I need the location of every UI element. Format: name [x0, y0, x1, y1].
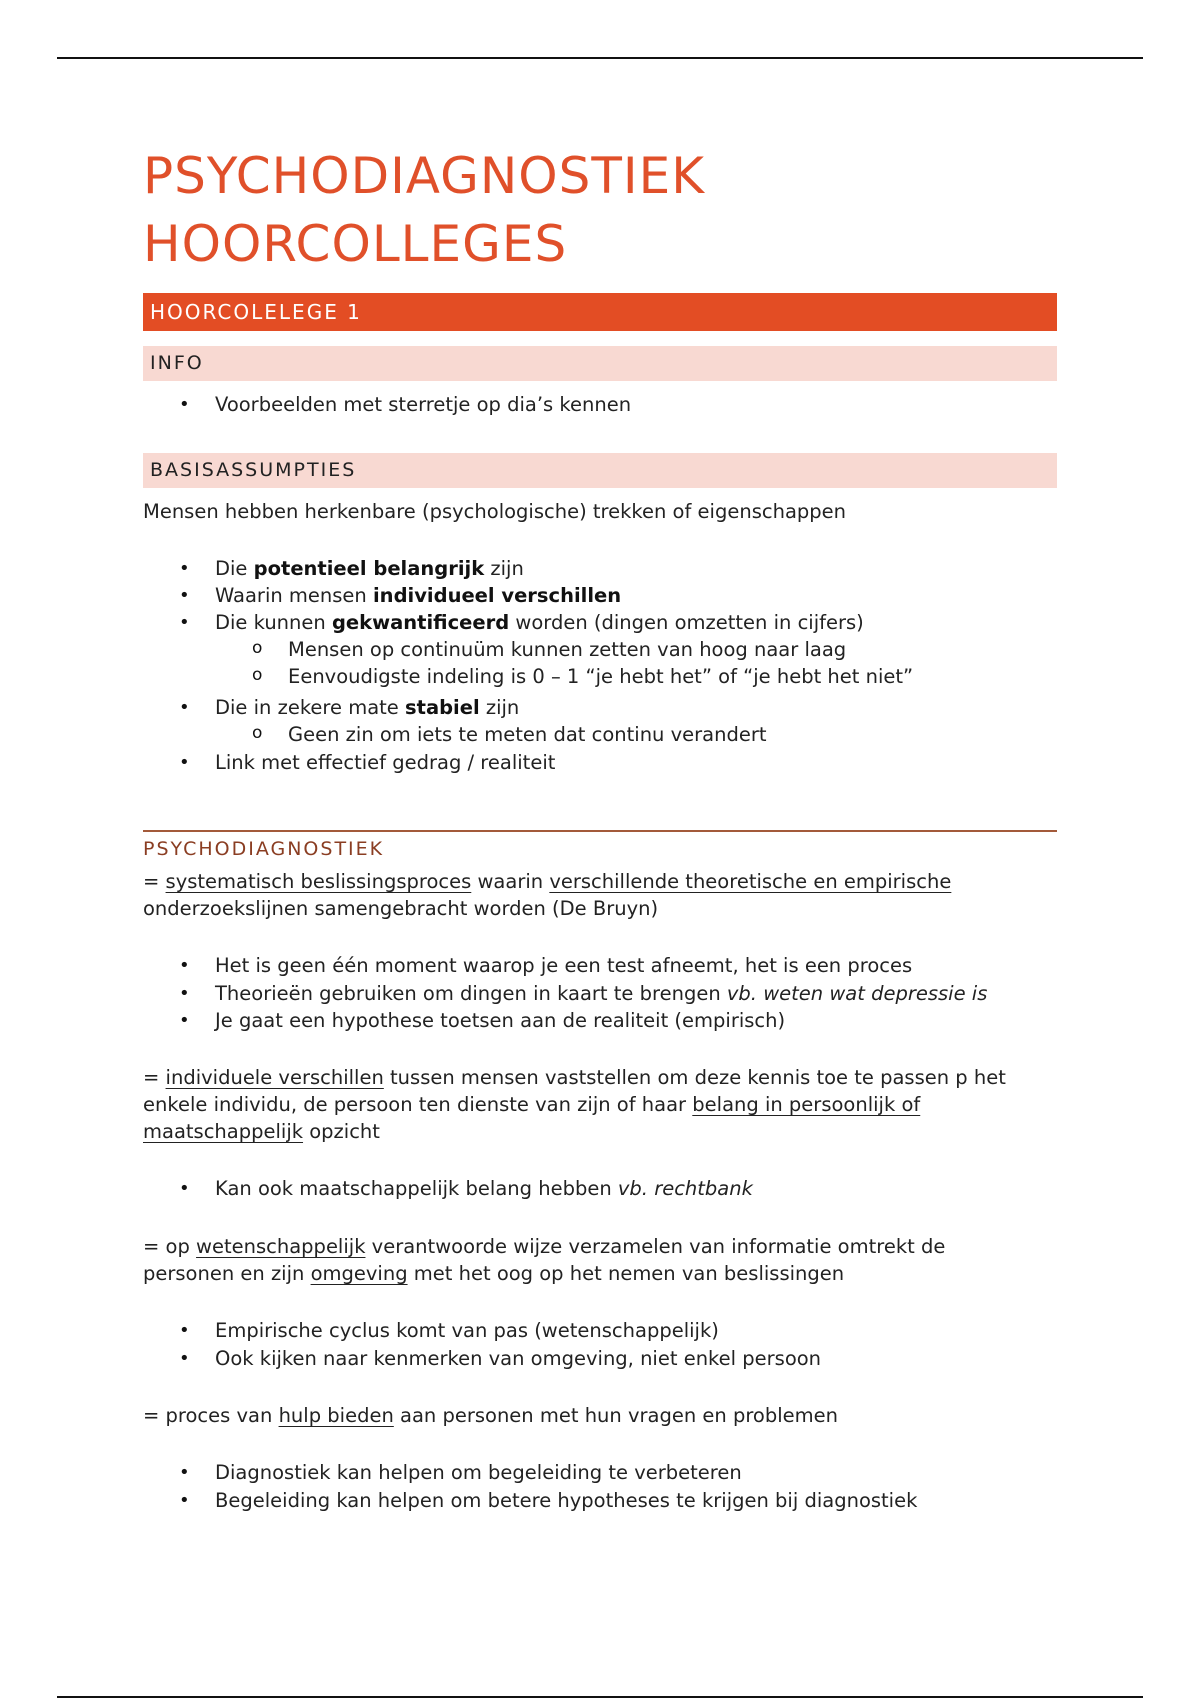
- heading-basisassumpties: BASISASSUMPTIES: [143, 453, 1057, 488]
- list-item: • Begeleiding kan helpen om betere hypotheses te krijgen bij diagnostiek: [215, 1487, 917, 1514]
- list-item: • Waarin mensen individueel verschillen: [215, 582, 621, 609]
- sub-list-item: o Geen zin om iets te meten dat continu verandert: [288, 721, 767, 748]
- sub-list-item: o Eenvoudigste indeling is 0 – 1 “je hebt het” of “je hebt het niet”: [288, 663, 913, 690]
- definition-3: = op wetenschappelijk verantwoorde wijze verzamelen van informatie omtrekt de personen en zijn omgeving met het oog op het nemen van beslissingen: [143, 1235, 946, 1285]
- list-item: • Die kunnen gekwantificeerd worden (dingen omzetten in cijfers): [215, 609, 864, 636]
- list-item: • Theorieën gebruiken om dingen in kaart te brengen vb. weten wat depressie is: [215, 980, 987, 1007]
- sub-list-item: o Mensen op continuüm kunnen zetten van hoog naar laag: [288, 636, 846, 663]
- list-item: • Die in zekere mate stabiel zijn: [215, 694, 519, 721]
- list-item: • Diagnostiek kan helpen om begeleiding te verbeteren: [215, 1459, 742, 1486]
- list-item: • Je gaat een hypothese toetsen aan de realiteit (empirisch): [215, 1007, 785, 1034]
- title-line-1: PSYCHODIAGNOSTIEK: [143, 147, 706, 205]
- definition-1: = systematisch beslissingsproces waarin verschillende theoretische en empirische onderzoekslijnen samengebracht worden (De Bruyn): [143, 870, 952, 920]
- list-item: • Die potentieel belangrijk zijn: [215, 555, 524, 582]
- list-item: • Kan ook maatschappelijk belang hebben vb. rechtbank: [215, 1175, 753, 1202]
- paragraph: Mensen hebben herkenbare (psychologische) trekken of eigenschappen: [143, 500, 846, 523]
- list-item: • Ook kijken naar kenmerken van omgeving, niet enkel persoon: [215, 1345, 821, 1372]
- heading-psychodiagnostiek: PSYCHODIAGNOSTIEK: [143, 830, 1057, 862]
- list-item: • Empirische cyclus komt van pas (wetenschappelijk): [215, 1317, 719, 1344]
- definition-2: = individuele verschillen tussen mensen vaststellen om deze kennis toe te passen p het enkele individu, de persoon ten dienste van zijn of haar belang in persoonlijk of maatschappelijk opzicht: [143, 1066, 1006, 1143]
- list-item: • Voorbeelden met sterretje op dia’s kennen: [215, 391, 631, 418]
- page-bottom-rule: [57, 1696, 1143, 1698]
- heading-hoorcollege-1: HOORCOLELEGE 1: [143, 293, 1057, 331]
- page-top-rule: [57, 57, 1143, 59]
- definition-4: = proces van hulp bieden aan personen met hun vragen en problemen: [143, 1404, 839, 1427]
- document-title: [143, 142, 705, 278]
- list-item: • Het is geen één moment waarop je een test afneemt, het is een proces: [215, 952, 912, 979]
- heading-info: INFO: [143, 346, 1057, 381]
- title-line-2: HOORCOLLEGES: [143, 215, 568, 273]
- list-item: • Link met effectief gedrag / realiteit: [215, 749, 555, 776]
